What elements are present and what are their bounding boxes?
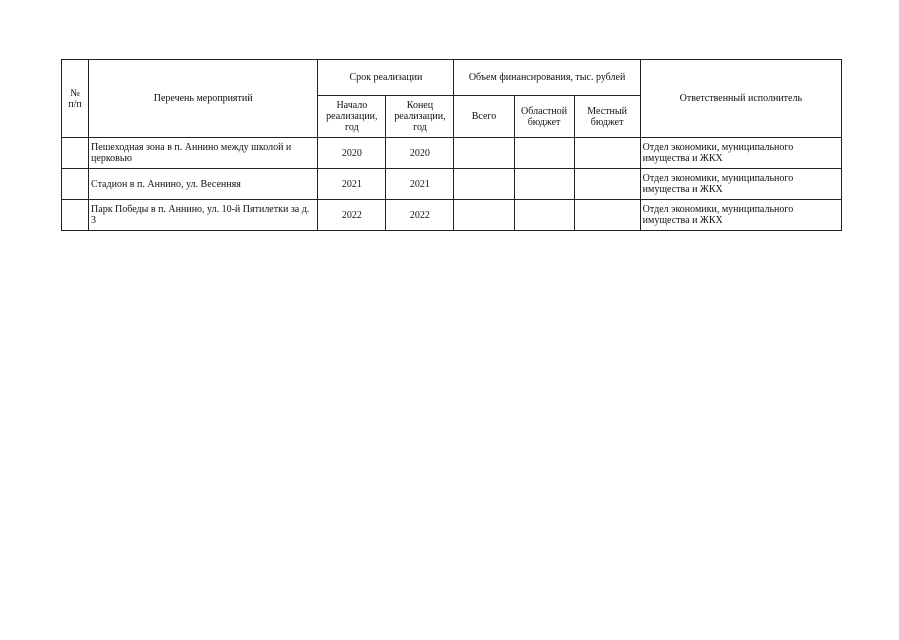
table-body xyxy=(62,138,842,231)
cell-regional-budget xyxy=(514,138,574,169)
header-start-year: Начало реализации, год xyxy=(318,96,386,138)
cell-regional-budget xyxy=(514,200,574,231)
header-number: № п/п xyxy=(62,60,89,138)
header-total: Всего xyxy=(454,96,514,138)
table-row xyxy=(62,138,842,169)
cell-responsible: Отдел экономики, муниципального имущества и ЖКХ xyxy=(640,138,841,169)
cell-local-budget xyxy=(574,200,640,231)
header-regional-budget: Областной бюджет xyxy=(514,96,574,138)
cell-activity-name: Пешеходная зона в п. Аннино между школой и церковью xyxy=(89,138,318,169)
table-header xyxy=(62,60,842,138)
cell-local-budget xyxy=(574,169,640,200)
activities-table xyxy=(61,59,842,231)
cell-number xyxy=(62,200,89,231)
cell-end-year: 2020 xyxy=(386,138,454,169)
cell-responsible: Отдел экономики, муниципального имущества и ЖКХ xyxy=(640,200,841,231)
cell-total xyxy=(454,169,514,200)
cell-total xyxy=(454,200,514,231)
header-responsible: Ответственный исполнитель xyxy=(640,60,841,138)
header-end-year: Конец реализации, год xyxy=(386,96,454,138)
cell-activity-name: Стадион в п. Аннино, ул. Весенняя xyxy=(89,169,318,200)
cell-start-year: 2022 xyxy=(318,200,386,231)
header-period: Срок реализации xyxy=(318,60,454,96)
table-row xyxy=(62,200,842,231)
cell-start-year: 2021 xyxy=(318,169,386,200)
cell-start-year: 2020 xyxy=(318,138,386,169)
cell-activity-name: Парк Победы в п. Аннино, ул. 10-й Пятилетки за д. 3 xyxy=(89,200,318,231)
cell-total xyxy=(454,138,514,169)
cell-number xyxy=(62,138,89,169)
cell-responsible: Отдел экономики, муниципального имущества и ЖКХ xyxy=(640,169,841,200)
cell-local-budget xyxy=(574,138,640,169)
cell-regional-budget xyxy=(514,169,574,200)
header-activities: Перечень мероприятий xyxy=(89,60,318,138)
cell-end-year: 2022 xyxy=(386,200,454,231)
cell-number xyxy=(62,169,89,200)
header-local-budget: Местный бюджет xyxy=(574,96,640,138)
header-funding: Объем финансирования, тыс. рублей xyxy=(454,60,640,96)
table-row xyxy=(62,169,842,200)
cell-end-year: 2021 xyxy=(386,169,454,200)
